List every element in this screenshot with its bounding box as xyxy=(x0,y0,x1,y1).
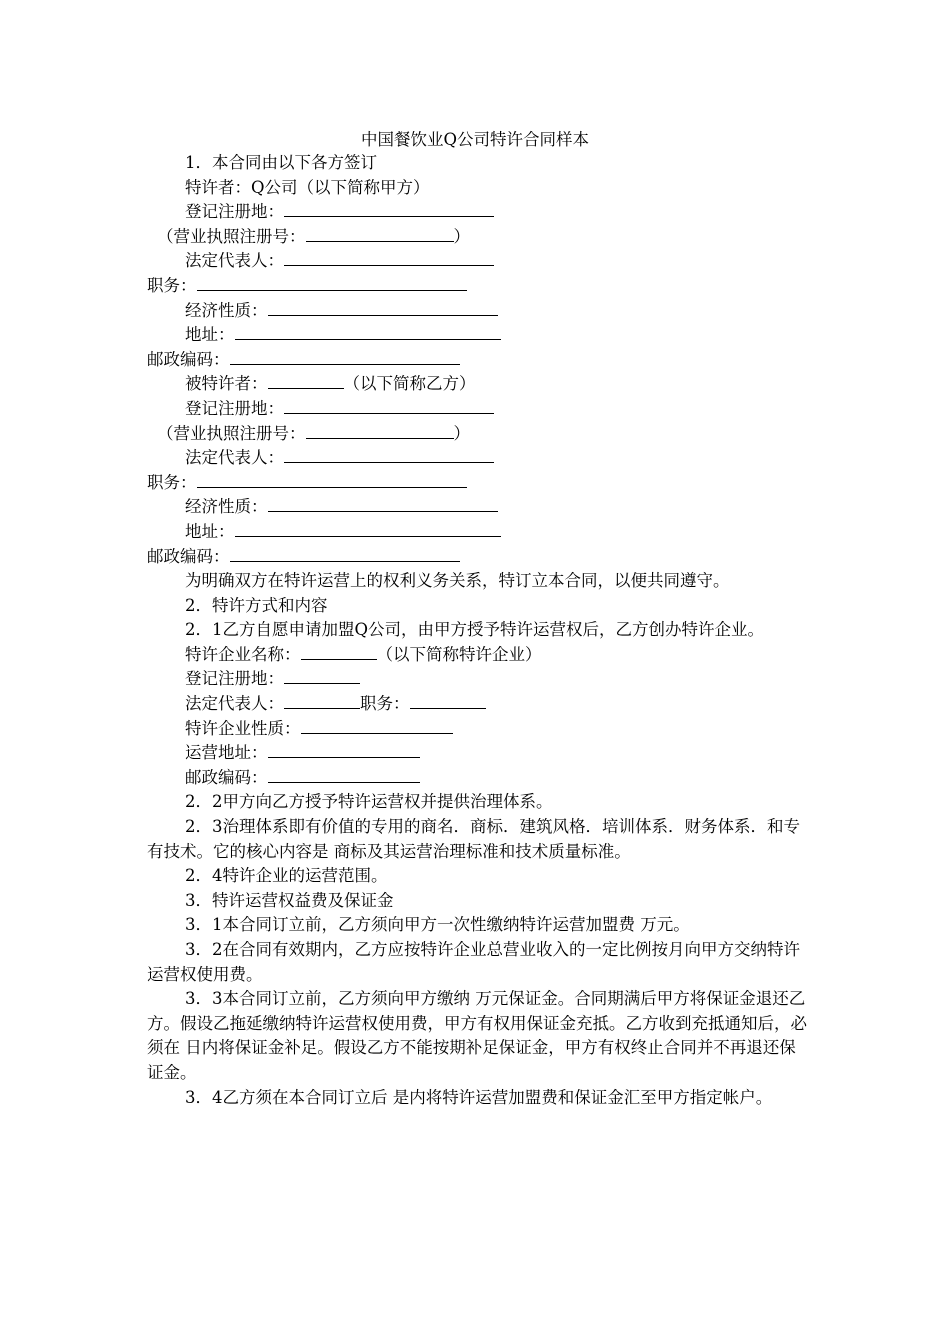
blank-line xyxy=(197,275,467,291)
blank-line xyxy=(230,546,460,562)
blank-line xyxy=(235,521,501,537)
clause-3-4: 3．4乙方须在本合同订立后 是内将特许运营加盟费和保证金汇至甲方指定帐户。 xyxy=(185,1087,773,1107)
ent-legal-line xyxy=(147,692,807,717)
blank-line xyxy=(284,398,494,414)
blank-line xyxy=(235,324,501,340)
label: 经济性质： xyxy=(185,497,268,517)
clause-3-3: 3．3本合同订立前，乙方须向甲方缴纳 万元保证金。合同期满后甲方将保证金退还乙方。假设乙拖延缴纳特许运营权使用费，甲方有权用保证金充抵。乙方收到充抵通知后，必须在 日内将保证金补足。假设乙方不能按期补足保证金，甲方有权终止合同并不再退还保证金。 xyxy=(147,989,807,1082)
section-1-heading: 1．本合同由以下各方签订 xyxy=(185,153,377,172)
label: 经济性质： xyxy=(185,300,268,320)
blank-line xyxy=(230,349,460,365)
label: （以下简称特许企业） xyxy=(376,644,542,664)
label: （营业执照注册号： xyxy=(157,423,306,443)
document-title: 中国餐饮业Q公司特许合同样本 xyxy=(360,130,590,149)
label: 地址： xyxy=(185,325,235,345)
blank-line xyxy=(268,373,344,389)
label: 法定代表人： xyxy=(185,694,284,714)
blank-line xyxy=(284,447,494,463)
label: 邮政编码： xyxy=(185,767,268,787)
party-a-address xyxy=(147,323,807,348)
party-b-reg-place xyxy=(147,397,807,422)
blank-line xyxy=(197,472,467,488)
ent-nature-line xyxy=(147,717,807,742)
party-a-license xyxy=(147,225,807,250)
blank-line xyxy=(301,718,453,734)
label: 登记注册地： xyxy=(185,202,284,222)
label: 运营地址： xyxy=(185,743,268,763)
label: 地址： xyxy=(185,521,235,541)
blank-line xyxy=(284,250,494,266)
party-a-legal-rep xyxy=(147,249,807,274)
party-b-position xyxy=(147,471,807,496)
label: 登记注册地： xyxy=(185,398,284,418)
section-2-heading: 2．特许方式和内容 xyxy=(185,595,328,615)
blank-line xyxy=(306,423,454,439)
clause-2-2: 2．2甲方向乙方授予特许运营权并提供治理体系。 xyxy=(185,792,553,812)
label: （营业执照注册号： xyxy=(157,226,306,246)
party-a-position xyxy=(147,274,807,299)
clause-3-1: 3．1本合同订立前，乙方须向甲方一次性缴纳特许运营加盟费 万元。 xyxy=(185,915,690,935)
clause-2-3: 2．3治理体系即有价值的专用的商名．商标．建筑风格．培训体系．财务体系．和专有技术。它的核心内容是 商标及其运营治理标准和技术质量标准。 xyxy=(147,817,800,861)
label: 职务： xyxy=(147,275,197,295)
blank-line xyxy=(301,644,377,660)
blank-line xyxy=(410,693,486,709)
section-3-heading: 3．特许运营权益费及保证金 xyxy=(185,890,394,910)
blank-line xyxy=(268,300,498,316)
label: 被特许者： xyxy=(185,374,268,394)
party-b-postcode xyxy=(147,545,807,570)
label: 特许企业性质： xyxy=(185,718,301,738)
ent-name-line xyxy=(147,643,807,668)
franchisor-line: 特许者：Q公司（以下简称甲方） xyxy=(185,177,430,197)
label: ） xyxy=(453,423,470,443)
party-b-legal-rep xyxy=(147,446,807,471)
clause-2-4: 2．4特许企业的运营范围。 xyxy=(185,866,388,886)
blank-line xyxy=(268,767,420,783)
ent-postcode-line xyxy=(147,766,807,791)
label: 登记注册地： xyxy=(185,669,284,689)
label: 邮政编码： xyxy=(147,349,230,369)
clause-3-2: 3．2在合同有效期内，乙方应按特许企业总营业收入的一定比例按月向甲方交纳特许运营权使用费。 xyxy=(147,940,800,984)
ent-address-line xyxy=(147,741,807,766)
label: 法定代表人： xyxy=(185,251,284,271)
party-a-reg-place xyxy=(147,200,807,225)
blank-line xyxy=(284,693,360,709)
blank-line xyxy=(268,496,498,512)
label: ） xyxy=(453,226,470,246)
party-b-license xyxy=(147,422,807,447)
label: 法定代表人： xyxy=(185,448,284,468)
party-a-postcode xyxy=(147,348,807,373)
label: 邮政编码： xyxy=(147,546,230,566)
franchisee-line xyxy=(147,372,807,397)
blank-line xyxy=(306,226,454,242)
clause-2-1: 2．1乙方自愿申请加盟Q公司，由甲方授予特许运营权后，乙方创办特许企业。 xyxy=(185,620,765,640)
party-b-econ-nature xyxy=(147,495,807,520)
ent-reg-line xyxy=(147,667,807,692)
document-body xyxy=(147,151,807,1110)
party-a-econ-nature xyxy=(147,299,807,324)
label: 特许企业名称： xyxy=(185,644,301,664)
label: 职务： xyxy=(360,694,410,714)
party-b-address xyxy=(147,520,807,545)
label: （以下简称乙方） xyxy=(343,374,476,394)
blank-line xyxy=(284,668,360,684)
blank-line xyxy=(284,201,494,217)
label: 职务： xyxy=(147,472,197,492)
purpose-paragraph: 为明确双方在特许运营上的权利义务关系，特订立本合同，以便共同遵守。 xyxy=(185,571,730,591)
blank-line xyxy=(268,742,420,758)
